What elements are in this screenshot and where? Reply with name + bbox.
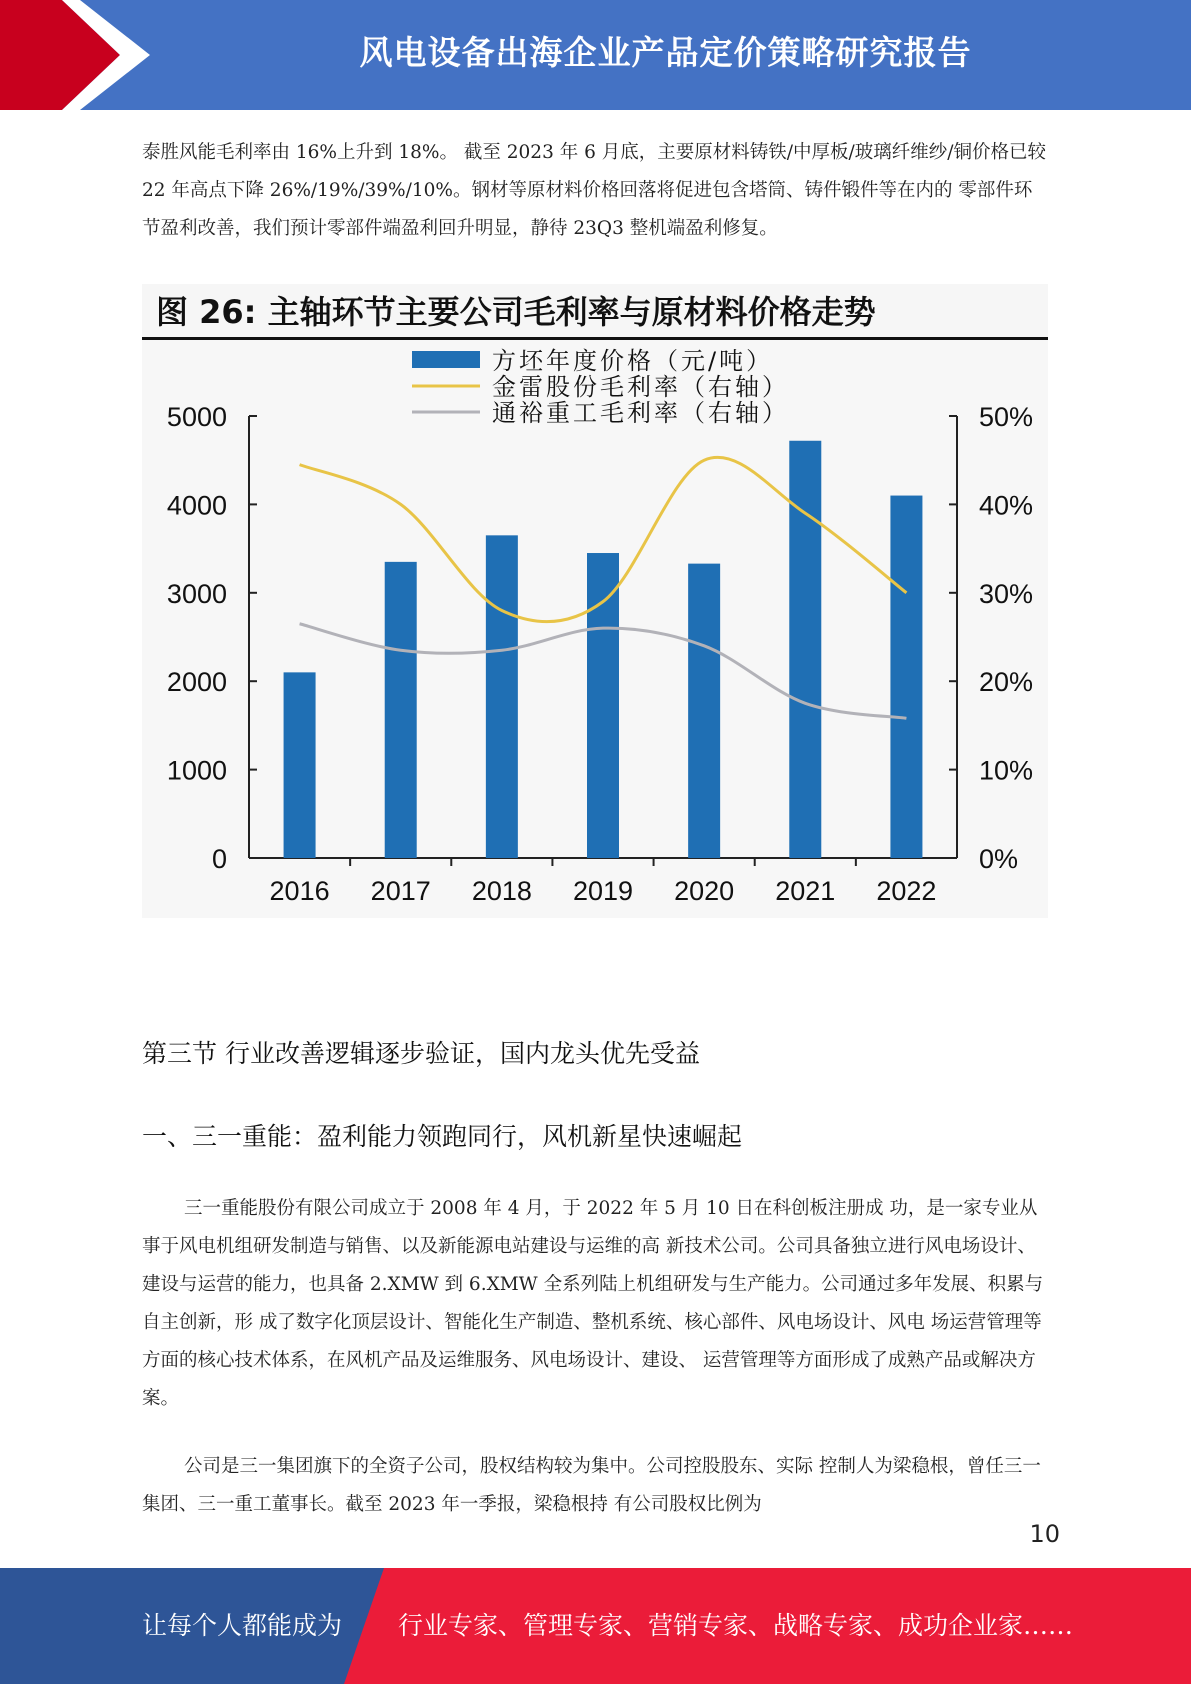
footer-slogan-left: 让每个人都能成为 xyxy=(142,1611,343,1640)
figure-title: 图 26: 主轴环节主要公司毛利率与原材料价格走势 xyxy=(142,284,1048,340)
x-tick-label: 2022 xyxy=(876,876,937,906)
x-tick-label: 2018 xyxy=(471,876,532,906)
intro-paragraph: 泰胜风能毛利率由 16%上升到 18%。 截至 2023 年 6 月底，主要原材料铸铁/中厚板/玻璃纤维纱/铜价格已较 22 年高点下降 26%/19%/39%/10%。钢材等原材料价格回落将促进包含塔筒、铸件锻件等在内的 零部件环节盈利改善，我们预计零部件端盈利回升明显，静待 23Q3 整机端盈利修复。 xyxy=(142,142,1046,239)
legend-label: 通裕重工毛利率（右轴） xyxy=(492,399,789,427)
section-heading: 第三节 行业改善逻辑逐步验证，国内龙头优先受益 xyxy=(142,1039,700,1068)
chart-container xyxy=(142,340,1048,918)
bar-2019 xyxy=(587,553,619,858)
right-tick-label: 10% xyxy=(979,755,1034,786)
right-tick-label: 40% xyxy=(979,490,1034,521)
company-intro-paragraph: 三一重能股份有限公司成立于 2008 年 4 月，于 2022 年 5 月 10 日在科创板注册成 功，是一家专业从事于风电机组研发制造与销售、以及新能源电站建设与运维的高 新技术公司。公司具备独立进行风电场设计、建设与运营的能力，也具备 2.XMW 到 6.XMW 全系列陆上机组研发与生产能力。公司通过多年发展、积累与自主创新，形 成了数字化顶层设计、智能化生产制造、整机系统、核心部件、风电场设计、风电 场运营管理等方面的核心技术体系，在风机产品及运维服务、风电场设计、建设、 运营管理等方面形成了成熟产品或解决方案。 xyxy=(142,1198,1044,1409)
x-tick-label: 2021 xyxy=(775,876,836,906)
report-title: 风电设备出海企业产品定价策略研究报告 xyxy=(359,33,972,72)
page-number: 10 xyxy=(1029,1520,1060,1548)
left-tick-label: 4000 xyxy=(166,490,227,521)
subsection-heading: 一、三一重能：盈利能力领跑同行，风机新星快速崛起 xyxy=(142,1122,743,1151)
bar-2020 xyxy=(688,564,720,858)
x-tick-label: 2017 xyxy=(370,876,431,906)
page-header xyxy=(0,0,1191,110)
right-tick-label: 30% xyxy=(979,578,1034,609)
x-tick-label: 2016 xyxy=(269,876,330,906)
legend-label: 金雷股份毛利率（右轴） xyxy=(492,373,789,401)
left-tick-label: 5000 xyxy=(166,402,227,432)
right-tick-label: 50% xyxy=(979,402,1034,432)
legend-label: 方坯年度价格（元/吨） xyxy=(492,347,774,375)
left-tick-label: 0 xyxy=(211,844,227,874)
header-arrow-icon xyxy=(0,0,160,110)
bar-2018 xyxy=(486,535,518,858)
bar-2016 xyxy=(284,672,316,858)
shareholder-paragraph: 公司是三一集团旗下的全资子公司，股权结构较为集中。公司控股股东、实际 控制人为梁稳根，曾任三一集团、三一重工董事长。截至 2023 年一季报，梁稳根持 有公司股权比例为 xyxy=(142,1456,1041,1515)
left-tick-label: 1000 xyxy=(166,755,227,786)
combo-chart xyxy=(142,340,1048,918)
legend-swatch-bar xyxy=(412,351,480,368)
bar-2022 xyxy=(890,496,922,858)
right-tick-label: 20% xyxy=(979,667,1034,698)
left-tick-label: 3000 xyxy=(166,578,227,609)
x-tick-label: 2020 xyxy=(674,876,735,906)
left-tick-label: 2000 xyxy=(166,667,227,698)
x-tick-label: 2019 xyxy=(572,876,634,906)
footer-slogan-right: 行业专家、管理专家、营销专家、战略专家、成功企业家…… xyxy=(398,1611,1074,1640)
right-tick-label: 0% xyxy=(979,844,1019,874)
bar-2017 xyxy=(385,562,417,858)
